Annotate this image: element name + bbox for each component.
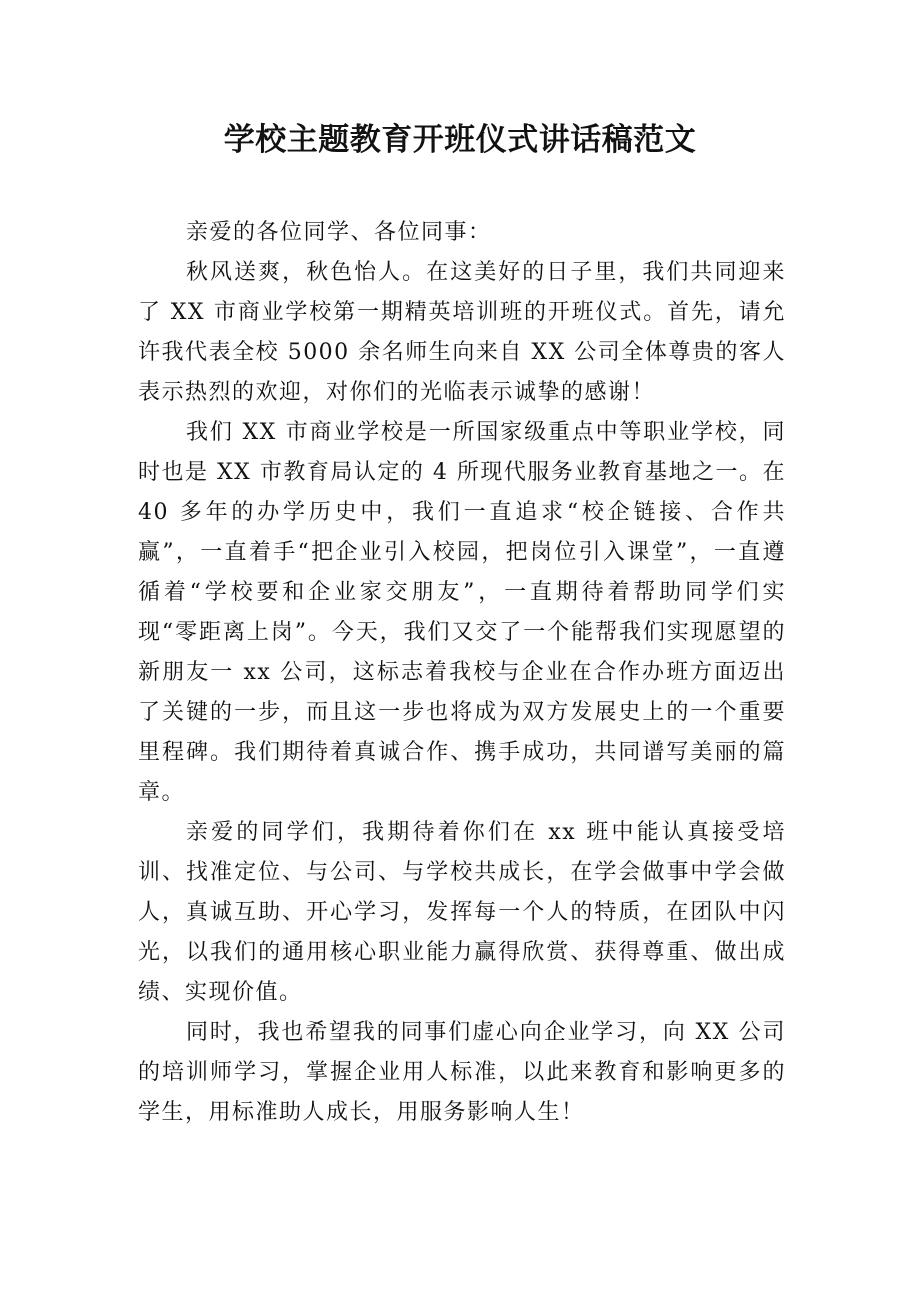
paragraph-colleagues: 同时，我也希望我的同事们虚心向企业学习，向 XX 公司的培训师学习，掌握企业用人标准，以此来教育和影响更多的学生，用标准助人成长，用服务影响人生！: [138, 1020, 786, 1125]
document-body: [138, 213, 786, 1133]
paragraph-welcome: 秋风送爽，秋色怡人。在这美好的日子里，我们共同迎来了 XX 市商业学校第一期精英培训班的开班仪式。首先，请允许我代表全校 5000 余名师生向来自 XX 公司全体尊贵的客人表示热烈的欢迎，对你们的光临表示诚挚的感谢！: [138, 260, 786, 405]
paragraph-school-intro: 我们 XX 市商业学校是一所国家级重点中等职业学校，同时也是 XX 市教育局认定的 4 所现代服务业教育基地之一。在 40 多年的办学历史中，我们一直追求“校企链接、合作共赢”，一直着手“把企业引入校园，把岗位引入课堂”，一直遵循着“学校要和企业家交朋友”，一直期待着帮助同学们实现“零距离上岗”。今天，我们又交了一个能帮我们实现愿望的新朋友一 xx 公司，这标志着我校与企业在合作办班方面迈出了关键的一步，而且这一步也将成为双方发展史上的一个重要里程碑。我们期待着真诚合作、携手成功，共同谱写美丽的篇章。: [138, 420, 786, 805]
salutation: 亲爱的各位同学、各位同事：: [186, 220, 492, 245]
document-title: 学校主题教育开班仪式讲话稿范文: [223, 122, 697, 158]
paragraph-students: 亲爱的同学们，我期待着你们在 xx 班中能认真接受培训、找准定位、与公司、与学校共成长，在学会做事中学会做人，真诚互助、开心学习，发挥每一个人的特质，在团队中闪光，以我们的通用核心职业能力赢得欣赏、获得尊重、做出成绩、实现价值。: [138, 820, 786, 1005]
